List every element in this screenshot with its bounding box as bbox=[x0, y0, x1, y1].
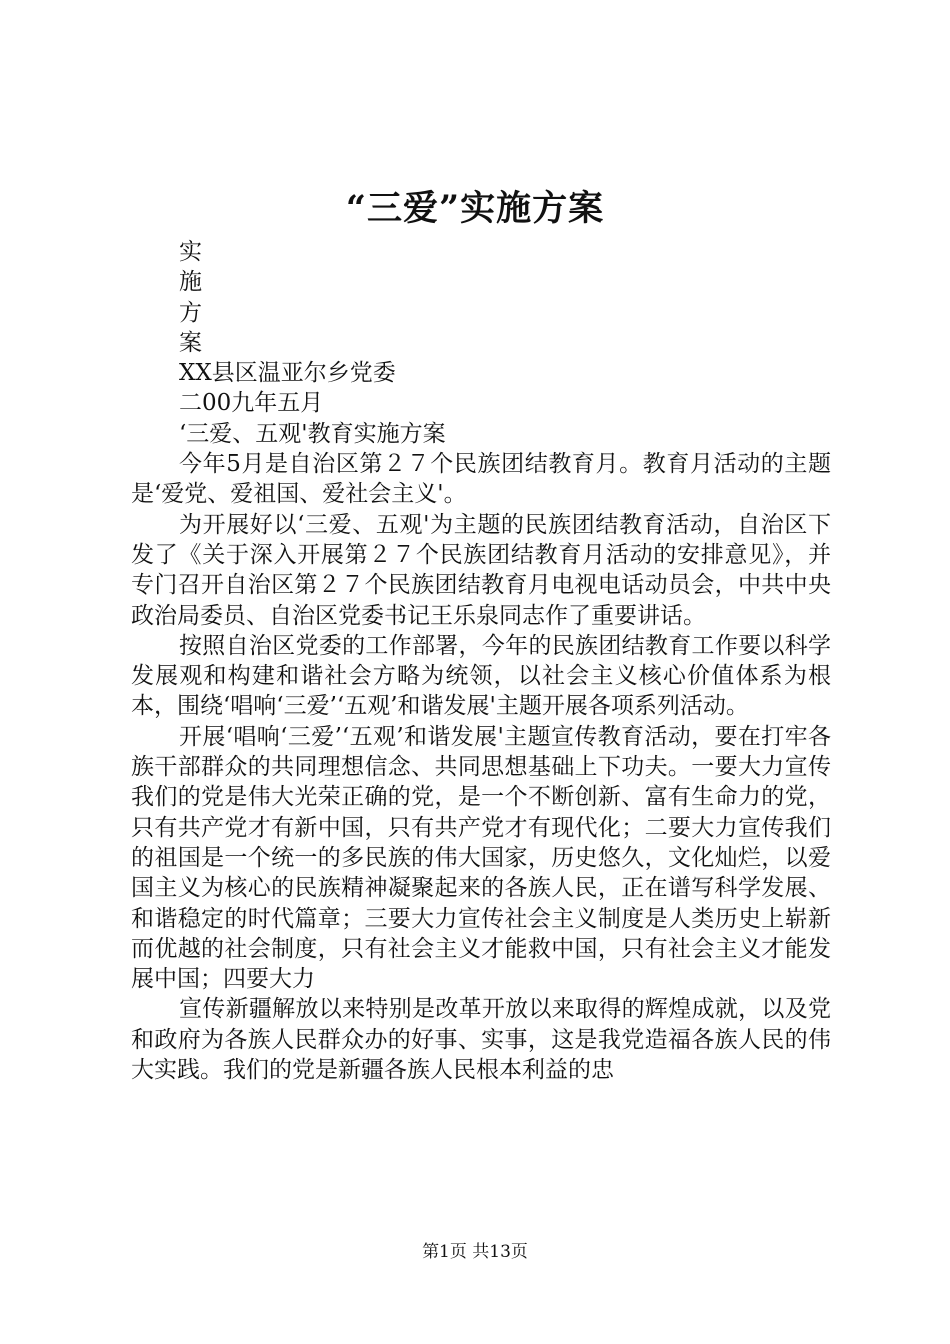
vertical-char: 方 bbox=[179, 299, 202, 326]
vertical-char: 实 bbox=[179, 239, 202, 265]
organization-name: XX县区温亚尔乡党委 bbox=[179, 360, 396, 387]
paragraph: 为开展好以‘三爱、五观'为主题的民族团结教育活动，自治区下发了《关于深入开展第２７个民族团结教育月活动的安排意见》，并专门召开自治区第２７个民族团结教育月电视电话动员会，中共中央政治局委员、自治区党委书记王乐泉同志作了重要讲话。 bbox=[131, 511, 831, 629]
document-title: “三爱”实施方案 bbox=[345, 188, 605, 229]
vertical-char: 案 bbox=[179, 329, 202, 356]
document-subtitle: ‘三爱、五观'教育实施方案 bbox=[179, 420, 446, 447]
paragraph: 宣传新疆解放以来特别是改革开放以来取得的辉煌成就，以及党和政府为各族人民群众办的好事、实事，这是我党造福各族人民的伟大实践。我们的党是新疆各族人民根本利益的忠 bbox=[131, 996, 831, 1084]
paragraph: 今年5月是自治区第２７个民族团结教育月。教育月活动的主题是‘爱党、爱祖国、爱社会主义'。 bbox=[131, 451, 831, 508]
paragraph: 开展‘唱响‘三爱’‘五观’和谐发展'主题宣传教育活动，要在打牢各族干部群众的共同理想信念、共同思想基础上下功夫。一要大力宣传我们的党是伟大光荣正确的党，是一个不断创新、富有生命力的党，只有共产党才有新中国，只有共产党才有现代化；二要大力宣传我们的祖国是一个统一的多民族的伟大国家，历史悠久，文化灿烂，以爱国主义为核心的民族精神凝聚起来的各族人民，正在谱写科学发展、和谐稳定的时代篇章；三要大力宣传社会主义制度是人类历史上崭新而优越的社会制度，只有社会主义才能救中国，只有社会主义才能发展中国；四要大力 bbox=[131, 723, 831, 993]
document-body bbox=[131, 237, 831, 1085]
document-date: 二00九年五月 bbox=[179, 390, 324, 417]
paragraph: 按照自治区党委的工作部署，今年的民族团结教育工作要以科学发展观和构建和谐社会方略为统领，以社会主义核心价值体系为根本，围绕‘唱响‘三爱’‘五观’和谐发展'主题开展各项系列活动。 bbox=[131, 632, 831, 720]
vertical-char: 施 bbox=[179, 269, 202, 296]
page-number-footer: 第1页 共13页 bbox=[422, 1242, 528, 1262]
